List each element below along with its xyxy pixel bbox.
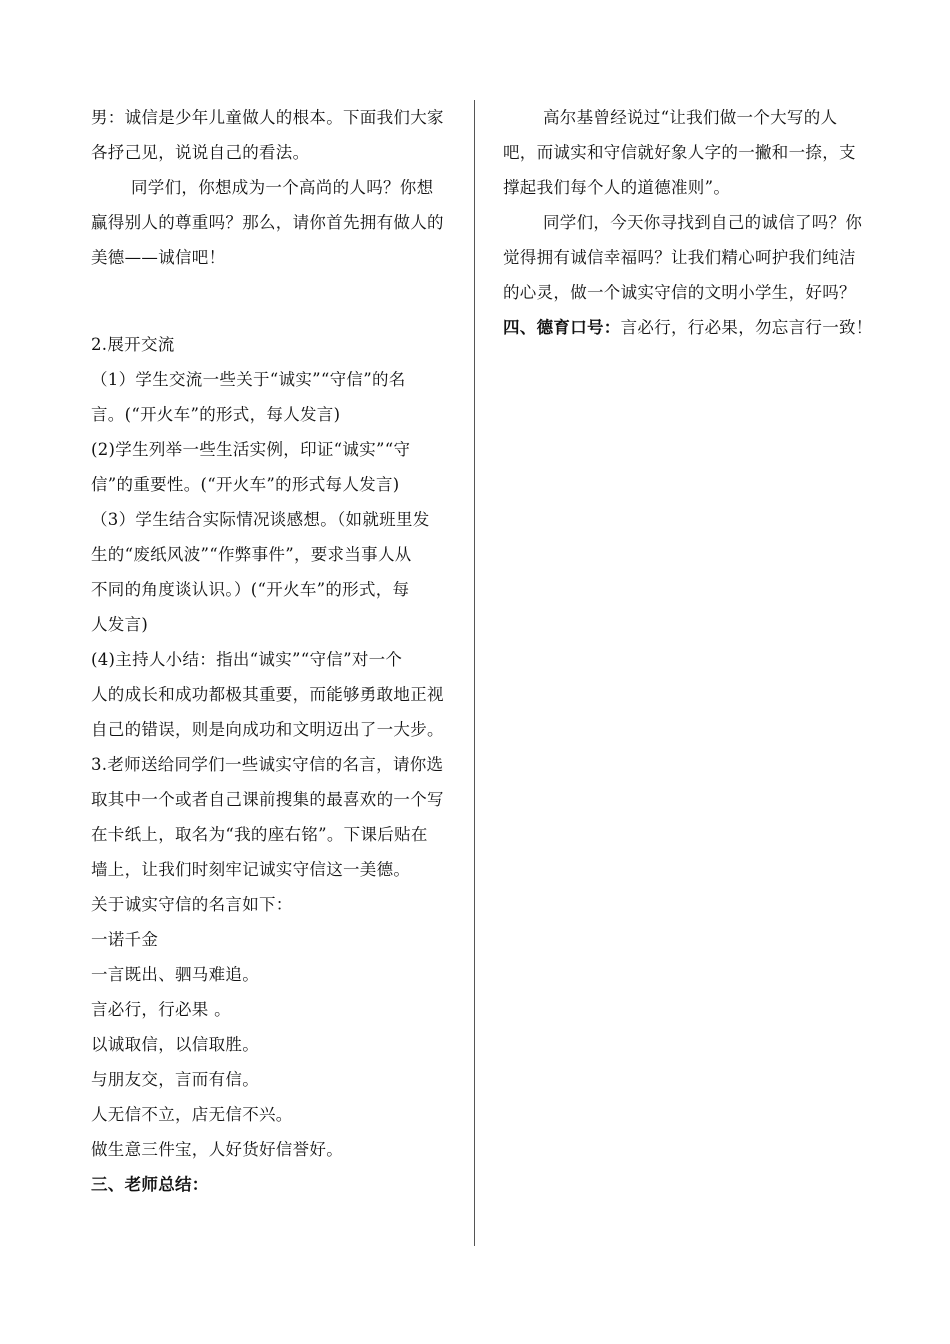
paragraph-line: 各抒己见，说说自己的看法。 — [91, 143, 310, 162]
paragraph-line: 吧，而诚实和守信就好象人字的一撇和一捺，支 — [503, 143, 856, 162]
paragraph-line: 男：诚信是少年儿童做人的根本。下面我们大家 — [91, 108, 444, 127]
quotes-intro: 关于诚实守信的名言如下： — [91, 895, 293, 914]
list-item-line: 人的成长和成功都极其重要，而能够勇敢地正视 — [91, 685, 444, 704]
paragraph-line: 同学们，你想成为一个高尚的人吗？你想 — [131, 178, 434, 197]
paragraph-line: 赢得别人的尊重吗？那么，请你首先拥有做人的 — [91, 213, 444, 232]
paragraph-line: 墙上，让我们时刻牢记诚实守信这一美德。 — [91, 860, 411, 879]
left-column — [91, 100, 446, 1202]
slogan-line — [503, 310, 873, 345]
slogan-label: 四、德育口号： — [503, 318, 621, 337]
quote-item: 做生意三件宝，人好货好信誉好。 — [91, 1140, 343, 1159]
quote-item: 言必行，行必果 。 — [91, 1000, 231, 1019]
paragraph-line: 3.老师送给同学们一些诚实守信的名言，请你选 — [91, 755, 444, 774]
list-item-line: 自己的错误，则是向成功和文明迈出了一大步。 — [91, 720, 444, 739]
list-item-line: (2)学生列举一些生活实例，印证“诚实”“守 — [91, 440, 411, 459]
list-item-line: （1）学生交流一些关于“诚实”“守信”的名 — [91, 370, 406, 389]
paragraph-line: 美德——诚信吧！ — [91, 248, 226, 267]
list-item-line: 生的“废纸风波”“作弊事件”，要求当事人从 — [91, 545, 412, 564]
quote-item: 一言既出、驷马难追。 — [91, 965, 259, 984]
list-item-line: （3）学生结合实际情况谈感想。（如就班里发 — [91, 510, 430, 529]
blank-gap — [91, 275, 446, 327]
paragraph-line: 高尔基曾经说过“让我们做一个大写的人 — [543, 108, 838, 127]
quote-item: 与朋友交，言而有信。 — [91, 1070, 259, 1089]
summary-heading: 三、老师总结： — [91, 1175, 209, 1194]
slogan-text: 言必行，行必果，勿忘言行一致！ — [620, 318, 873, 337]
paragraph-line: 在卡纸上，取名为“我的座右铭”。下课后贴在 — [91, 825, 428, 844]
list-item-line: 不同的角度谈认识。）(“开火车”的形式，每 — [91, 580, 410, 599]
list-item-line: (4)主持人小结：指出“诚实”“守信”对一个 — [91, 650, 403, 669]
list-item-line: 言。(“开火车”的形式，每人发言) — [91, 405, 341, 424]
list-item-line: 人发言) — [91, 615, 149, 634]
section-title: 2.展开交流 — [91, 335, 175, 354]
right-column — [503, 100, 873, 345]
paragraph-line: 同学们，今天你寻找到自己的诚信了吗？你 — [543, 213, 863, 232]
paragraph-line: 取其中一个或者自己课前搜集的最喜欢的一个写 — [91, 790, 444, 809]
paragraph-line: 的心灵，做一个诚实守信的文明小学生，好吗？ — [503, 283, 856, 302]
list-item-line: 信”的重要性。(“开火车”的形式每人发言) — [91, 475, 400, 494]
column-divider — [474, 100, 475, 1246]
quote-item: 以诚取信，以信取胜。 — [91, 1035, 259, 1054]
paragraph-line: 撑起我们每个人的道德准则”。 — [503, 178, 731, 197]
quote-item: 一诺千金 — [91, 930, 159, 949]
quote-item: 人无信不立，店无信不兴。 — [91, 1105, 293, 1124]
paragraph-line: 觉得拥有诚信幸福吗？让我们精心呵护我们纯洁 — [503, 248, 856, 267]
